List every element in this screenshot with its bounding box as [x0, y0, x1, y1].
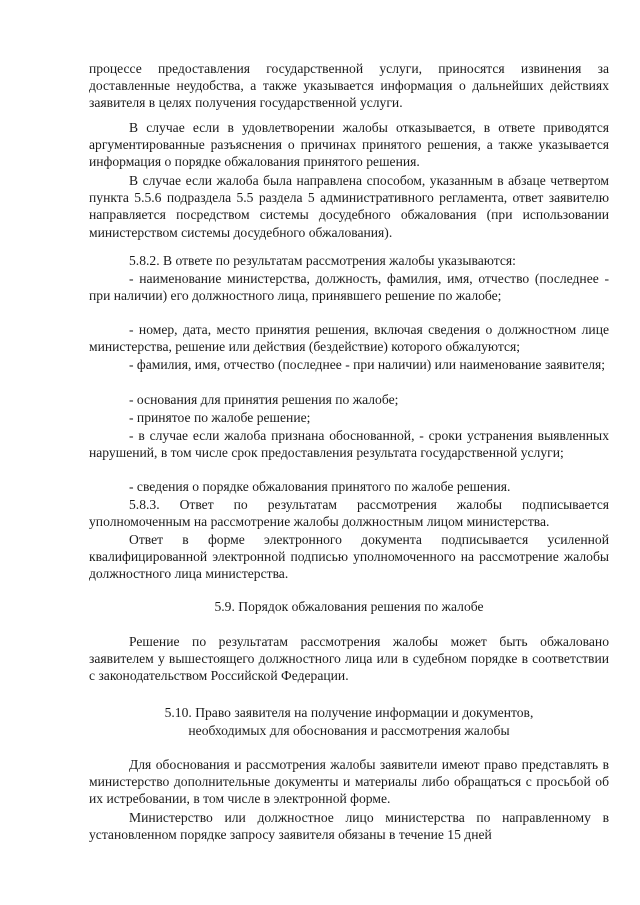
list-item-violations: - в случае если жалоба признана обоснованной, - сроки устранения выявленных нарушений, в том числе срок предоставления результата государственной услуги;	[89, 428, 609, 461]
list-item-decision: - принятое по жалобе решение;	[129, 410, 311, 425]
section-heading-5-9: 5.9. Порядок обжалования решения по жалобе	[214, 599, 484, 614]
paragraph-5-8-2: 5.8.2. В ответе по результатам рассмотрения жалобы указываются:	[129, 253, 516, 268]
list-item-decision-details: - номер, дата, место принятия решения, включая сведения о должностном лице министерства, решение или действия (бездействие) которого обжалуются;	[89, 322, 609, 355]
paragraph-electronic-signature: Ответ в форме электронного документа подписывается усиленной квалифицированной электронной подписью уполномоченного на рассмотрение жалобы должностного лица министерства.	[89, 532, 609, 582]
paragraph-pre-trial-system: В случае если жалоба была направлена способом, указанным в абзаце четвертом пункта 5.5.6 подраздела 5.5 раздела 5 административного регламента, ответ заявителю направляется посредством системы досудебного обжалования (при использовании министерством системы досудебного обжалования).	[89, 173, 609, 240]
section-heading-5-10-line2: необходимых для обоснования и рассмотрения жалобы	[188, 723, 510, 738]
list-item-applicant-name: - фамилия, имя, отчество (последнее - при наличии) или наименование заявителя;	[129, 357, 606, 372]
paragraph-ministry-obligation: Министерство или должностное лицо министерства по направленному в установленном порядке запросу заявителя обязаны в течение 15 дней	[89, 810, 609, 843]
section-heading-5-10-line1: 5.10. Право заявителя на получение информации и документов,	[164, 705, 534, 720]
list-item-appeal-procedure: - сведения о порядке обжалования принятого по жалобе решения.	[129, 479, 511, 494]
list-item-grounds: - основания для принятия решения по жалобе;	[129, 392, 399, 407]
paragraph-documents-right: Для обоснования и рассмотрения жалобы заявители имеют право представлять в министерство дополнительные документы и материалы либо обращаться с просьбой об их истребовании, в том числе в электронной форме.	[89, 757, 609, 807]
list-item-ministry-name: - наименование министерства, должность, фамилия, имя, отчество (последнее - при наличии) его должностного лица, принявшего решение по жалобе;	[89, 271, 609, 304]
paragraph-continuation: процессе предоставления государственной услуги, приносятся извинения за доставленные неудобства, а также указывается информация о дальнейших действиях заявителя в целях получения государственной услуги.	[89, 61, 609, 111]
paragraph-5-8-3: 5.8.3. Ответ по результатам рассмотрения жалобы подписывается уполномоченным на рассмотрение жалобы должностным лицом министерства.	[89, 497, 609, 530]
paragraph-appeal-decision: Решение по результатам рассмотрения жалобы может быть обжаловано заявителем у вышестоящего должностного лица или в судебном порядке в соответствии с законодательством Российской Федерации.	[89, 634, 609, 684]
paragraph-refusal: В случае если в удовлетворении жалобы отказывается, в ответе приводятся аргументированные разъяснения о причинах принятого решения, а также указывается информация о порядке обжалования принятого решения.	[89, 120, 609, 170]
